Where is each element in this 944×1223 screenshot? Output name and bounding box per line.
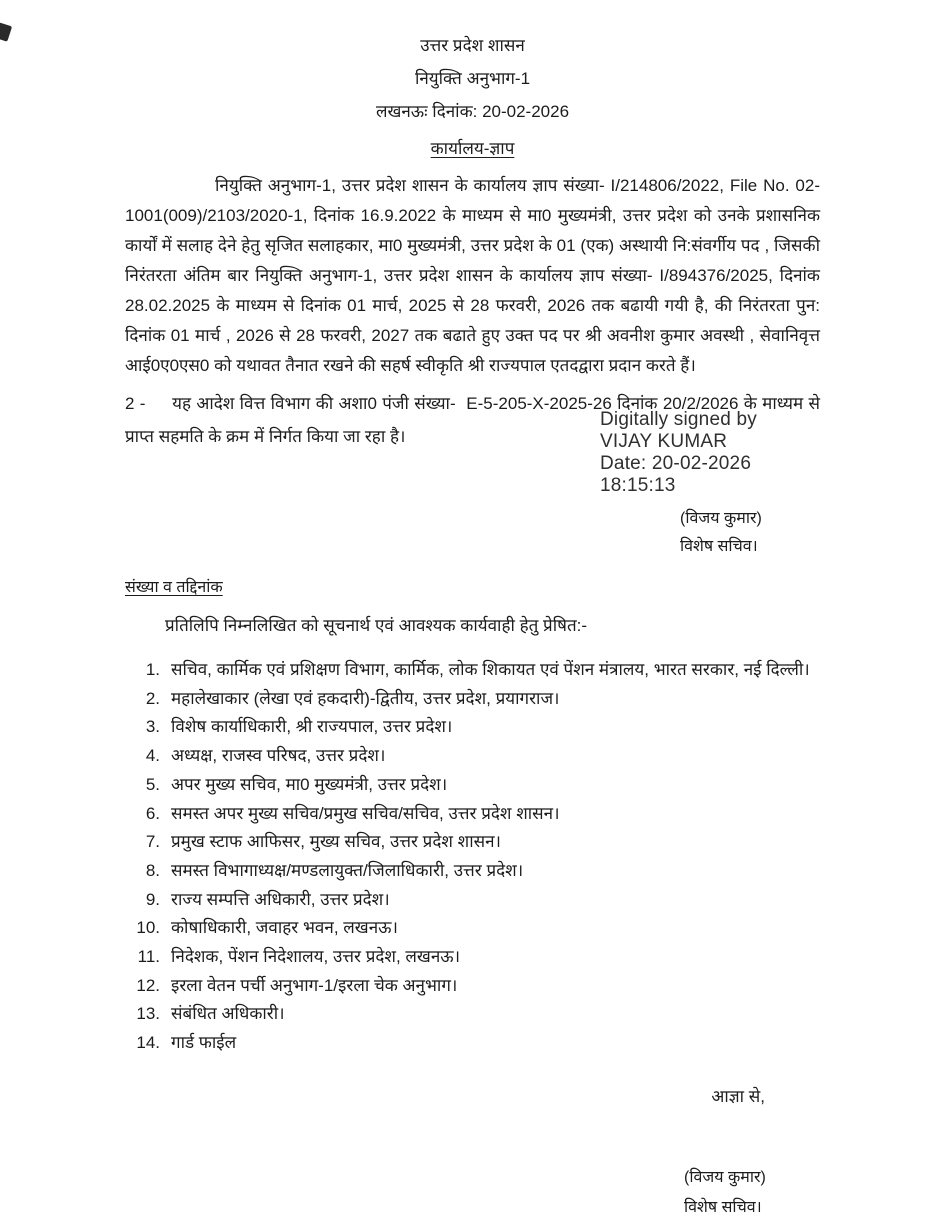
list-item: 13. संबंधित अधिकारी। xyxy=(136,1004,285,1024)
digital-signature-time: 18:15:13 xyxy=(600,475,676,496)
digital-signature xyxy=(600,409,820,497)
by-order-text: आज्ञा से, xyxy=(711,1086,765,1106)
list-item: 10. कोषाधिकारी, जवाहर भवन, लखनऊ। xyxy=(136,918,398,938)
digital-signature-line: Digitally signed by xyxy=(600,409,757,430)
place-and-date: लखनऊः दिनांक: 20-02-2026 xyxy=(375,102,570,121)
org-name: उत्तर प्रदेश शासन xyxy=(420,36,525,55)
document-header xyxy=(125,36,820,159)
main-paragraph: नियुक्ति अनुभाग-1, उत्तर प्रदेश शासन के कार्यालय ज्ञाप संख्या- I/214806/2022, File No. 02-1001(009)/2103/2020-1, दिनांक 16.9.2022 के माध्यम से मा0 मुख्यमंत्री, उत्तर प्रदेश को उनके प्रशासनिक कार्यों में सलाह देने हेतु सृजित सलाहकार, मा0 मुख्यमंत्री, उत्तर प्रदेश के 01 (एक) अस्थायी नि:संवर्गीय पद , जिसकी निरंतरता अंतिम बार नियुक्ति अनुभाग-1, उत्तर प्रदेश शासन के कार्यालय ज्ञाप संख्या- I/894376/2025, दिनांक 28.02.2025 के माध्यम से दिनांक 01 मार्च, 2025 से 28 फरवरी, 2026 तक बढायी गयी है, की निरंतरता पुन: दिनांक 01 मार्च , 2026 से 28 फरवरी, 2027 तक बढाते हुए उक्त पद पर श्री अवनीश कुमार अवस्थी , सेवानिवृत्त आई0ए0एस0 को यथावत तैनात रखने की सहर्ष स्वीकृति श्री राज्यपाल एतदद्वारा प्रदान करते हैं। xyxy=(125,176,820,375)
list-item: 5. अपर मुख्य सचिव, मा0 मुख्यमंत्री, उत्तर प्रदेश। xyxy=(145,774,448,794)
list-item: 14. गार्ड फाईल xyxy=(136,1033,237,1053)
list-item: 11. निदेशक, पेंशन निदेशालय, उत्तर प्रदेश, लखनऊ। xyxy=(137,947,461,967)
closing-signer-name: (विजय कुमार) xyxy=(684,1168,766,1186)
scan-artifact xyxy=(0,22,12,42)
section-name: नियुक्ति अनुभाग-1 xyxy=(414,69,531,88)
order-and-signature-section xyxy=(125,387,820,559)
closing-section xyxy=(125,1084,820,1223)
list-item: 8. समस्त विभागाध्यक्ष/मण्डलायुक्त/जिलाधिकारी, उत्तर प्रदेश। xyxy=(145,860,524,880)
distribution-list xyxy=(125,656,820,1058)
signature-block xyxy=(600,409,820,561)
signer xyxy=(600,505,820,561)
digital-signature-date: Date: 20-02-2026 xyxy=(600,453,752,474)
list-item: 12. इरला वेतन पर्ची अनुभाग-1/इरला चेक अनुभाग। xyxy=(136,975,458,995)
copy-forwarding-line: प्रतिलिपि निम्नलिखित को सूचनार्थ एवं आवश्यक कार्यवाही हेतु प्रेषित:- xyxy=(165,616,588,635)
list-item: 3. विशेष कार्याधिकारी, श्री राज्यपाल, उत्तर प्रदेश। xyxy=(145,717,453,737)
closing-signer-designation: विशेष सचिव। xyxy=(684,1198,762,1216)
list-item: 2. महालेखाकार (लेखा एवं हकदारी)-द्वितीय, उत्तर प्रदेश, प्रयागराज। xyxy=(145,688,560,708)
order-paragraph: 2 - यह आदेश वित्त विभाग की अशा0 पंजी संख्या- E-5-205-X-2025-26 दिनांक 20/2/2026 के माध्यम से प्राप्त सहमति के क्रम में निर्गत किया जा रहा है। xyxy=(125,394,820,446)
closing-signer xyxy=(684,1163,820,1223)
list-item: 1. सचिव, कार्मिक एवं प्रशिक्षण विभाग, कार्मिक, लोक शिकायत एवं पेंशन मंत्रालय, भारत सरकार, नई दिल्ली। xyxy=(145,660,810,679)
list-item: 7. प्रमुख स्टाफ आफिसर, मुख्य सचिव, उत्तर प्रदेश शासन। xyxy=(145,832,501,852)
list-item: 9. राज्य सम्पत्ति अधिकारी, उत्तर प्रदेश। xyxy=(145,889,390,909)
digital-signature-name: VIJAY KUMAR xyxy=(600,431,728,452)
document-title: कार्यालय-ज्ञाप xyxy=(430,139,515,158)
list-item: 4. अध्यक्ष, राजस्व परिषद, उत्तर प्रदेश। xyxy=(145,746,386,766)
signer-designation: विशेष सचिव। xyxy=(680,538,758,555)
signer-name: (विजय कुमार) xyxy=(680,510,762,527)
list-item: 6. समस्त अपर मुख्य सचिव/प्रमुख सचिव/सचिव, उत्तर प्रदेश शासन। xyxy=(145,803,560,823)
reference-heading: संख्या व तद्दिनांक xyxy=(125,579,223,596)
